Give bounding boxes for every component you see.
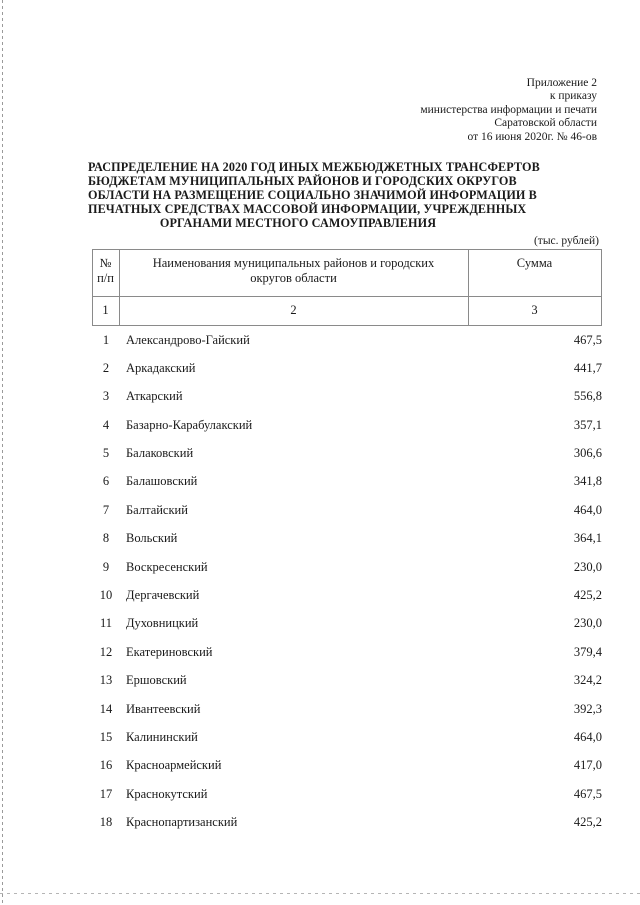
units-label: (тыс. рублей) [533,235,599,247]
amount-value: 425,2 [573,588,602,602]
scan-edge-bottom [0,893,640,894]
amount-value: 324,2 [573,673,602,687]
amount-value: 341,8 [573,474,602,488]
district-name: Воскресенский [126,560,208,574]
district-name: Базарно-Карабулакский [126,418,253,432]
header-num-line1: № [99,256,112,270]
district-name: Духовницкий [126,616,199,630]
amount-value: 464,0 [573,503,602,517]
title-line: ОРГАНАМИ МЕСТНОГО САМОУПРАВЛЕНИЯ [159,216,437,230]
row-number: 15 [99,730,113,744]
table-border-top [92,249,602,250]
header-num [92,256,119,286]
row-number: 12 [99,645,113,659]
district-name: Вольский [126,531,178,545]
table-row [96,389,602,407]
row-number: 13 [99,673,113,687]
title-line: ПЕЧАТНЫХ СРЕДСТВАХ МАССОВОЙ ИНФОРМАЦИИ, УЧРЕЖДЕННЫХ [88,202,527,216]
table-row [96,758,602,776]
column-number: 2 [290,303,297,317]
amount-value: 464,0 [573,730,602,744]
appendix-line: от 16 июня 2020г. № 46-ов [467,130,597,143]
amount-value: 417,0 [573,758,602,772]
row-number: 7 [102,503,110,517]
table-row [96,560,602,578]
district-name: Калининский [126,730,198,744]
district-name: Александрово-Гайский [126,333,250,347]
amount-value: 379,4 [573,645,602,659]
row-number: 1 [102,333,110,347]
table-row [96,787,602,805]
scan-edge-left [2,0,3,905]
appendix-block [297,77,597,144]
table-header-divider [92,296,602,297]
appendix-line: к приказу [549,90,597,103]
row-number: 8 [102,531,110,545]
district-name: Аркадакский [126,361,196,375]
table-row [96,361,602,379]
district-name: Балаковский [126,446,194,460]
row-number: 14 [99,702,113,716]
table-row [96,702,602,720]
column-number: 3 [531,303,538,317]
header-sum: Сумма [516,256,553,270]
header-name [119,256,468,286]
table-row [96,815,602,833]
table-row [96,333,602,351]
table-header-bottom [92,325,602,326]
title-line: ОБЛАСТИ НА РАЗМЕЩЕНИЕ СОЦИАЛЬНО ЗНАЧИМОЙ ИНФОРМАЦИИ В [88,188,537,202]
table-row [96,446,602,464]
amount-value: 364,1 [573,531,602,545]
row-number: 10 [99,588,113,602]
appendix-line: министерства информации и печати [420,103,597,116]
table-row [96,588,602,606]
appendix-line: Саратовской области [494,117,597,130]
district-name: Краснопартизанский [126,815,238,829]
row-number: 18 [99,815,113,829]
amount-value: 425,2 [573,815,602,829]
amount-value: 441,7 [573,361,602,375]
row-number: 3 [102,389,110,403]
amount-value: 230,0 [573,616,602,630]
table-row [96,616,602,634]
column-number: 1 [102,303,109,317]
title-line: РАСПРЕДЕЛЕНИЕ НА 2020 ГОД ИНЫХ МЕЖБЮДЖЕТНЫХ ТРАНСФЕРТОВ [88,160,540,174]
district-name: Краснокутский [126,787,208,801]
district-name: Аткарский [126,389,183,403]
table-row [96,418,602,436]
title-line: БЮДЖЕТАМ МУНИЦИПАЛЬНЫХ РАЙОНОВ И ГОРОДСКИХ ОКРУГОВ [88,174,517,188]
amount-value: 230,0 [573,560,602,574]
district-name: Дергачевский [126,588,200,602]
table-row [96,474,602,492]
header-num-line2: п/п [97,271,114,285]
table-row [96,531,602,549]
district-name: Балтайский [126,503,188,517]
table-row [96,673,602,691]
table-row [96,503,602,521]
amount-value: 467,5 [573,333,602,347]
row-number: 6 [102,474,110,488]
amount-value: 467,5 [573,787,602,801]
district-name: Красноармейский [126,758,222,772]
row-number: 2 [102,361,110,375]
amount-value: 556,8 [573,389,602,403]
row-number: 17 [99,787,113,801]
table-row [96,645,602,663]
document-title [88,160,540,230]
header-name-line2: округов области [250,271,337,285]
district-name: Ивантеевский [126,702,201,716]
row-number: 11 [99,616,113,630]
amount-value: 357,1 [573,418,602,432]
header-name-line1: Наименования муниципальных районов и городских [152,256,435,270]
amount-value: 392,3 [573,702,602,716]
district-name: Ершовский [126,673,187,687]
table-row [96,730,602,748]
district-name: Екатериновский [126,645,213,659]
appendix-line: Приложение 2 [526,77,597,89]
row-number: 4 [102,418,110,432]
row-number: 5 [102,446,110,460]
table-border-right [601,249,602,326]
row-number: 9 [102,560,110,574]
row-number: 16 [99,758,113,772]
amount-value: 306,6 [573,446,602,460]
district-name: Балашовский [126,474,198,488]
